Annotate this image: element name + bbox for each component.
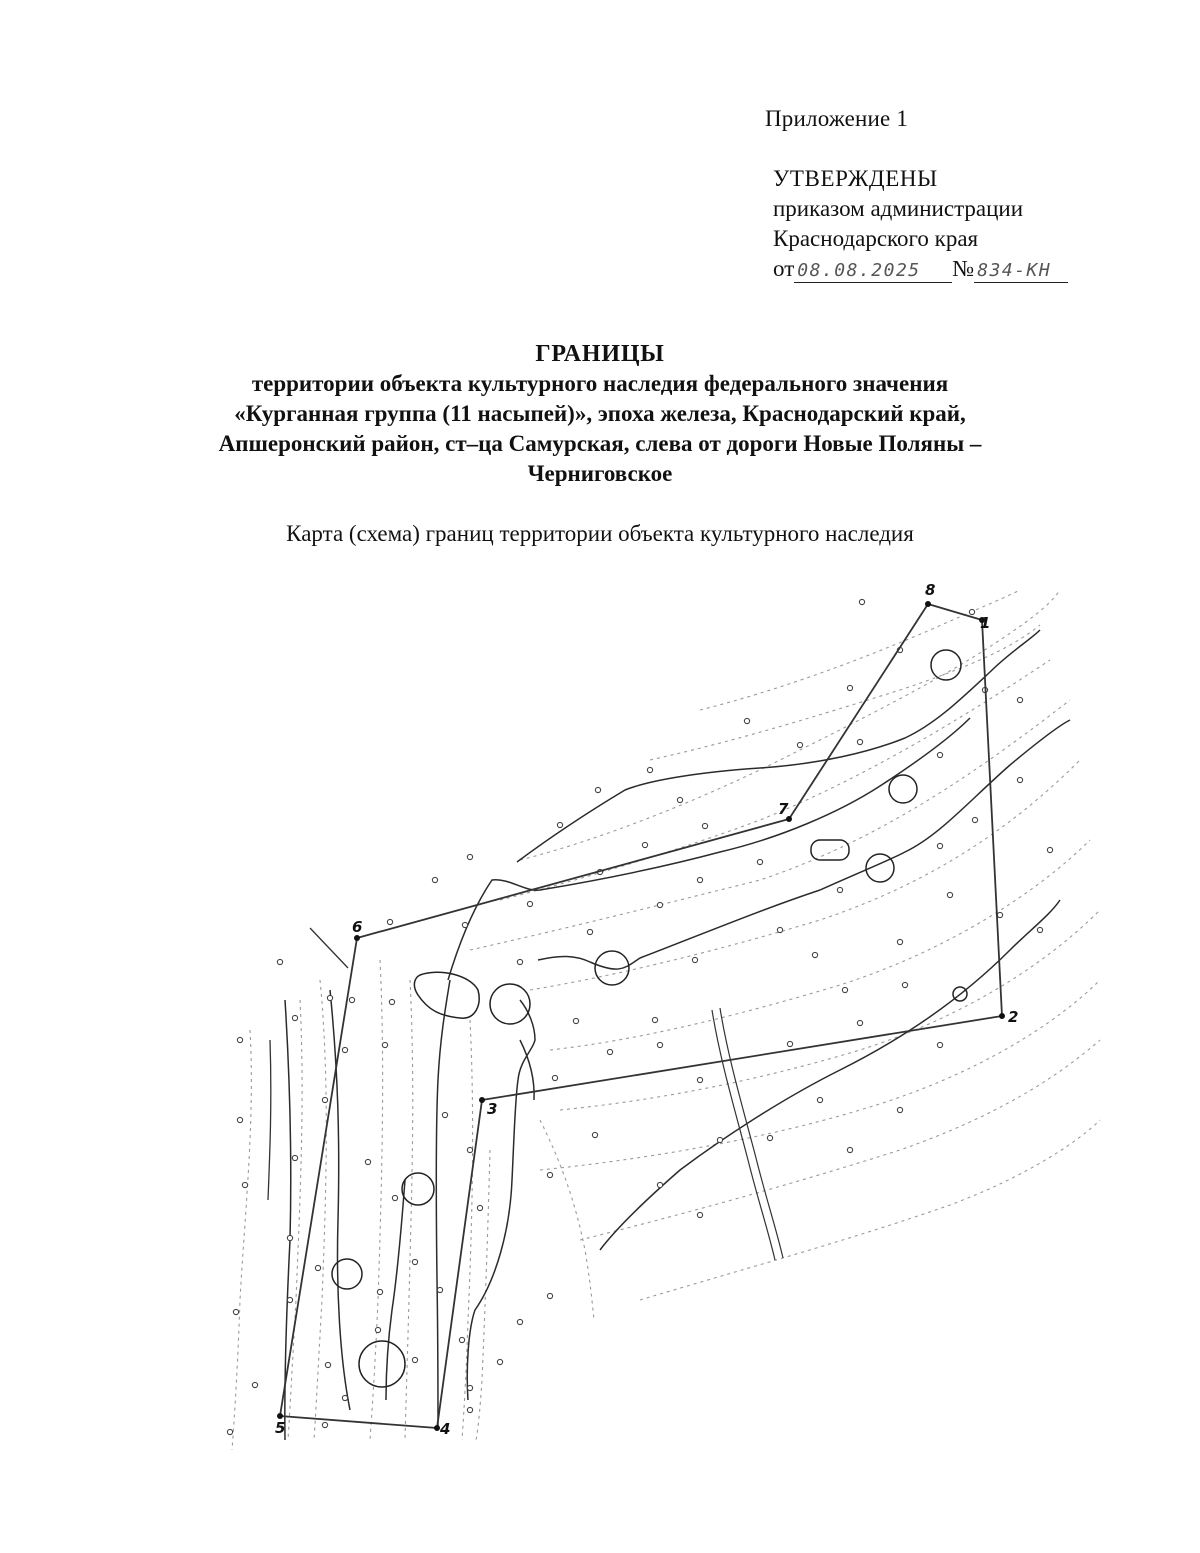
survey-marker [412,1259,417,1264]
point-label-8: 8 [925,581,936,599]
survey-marker [937,1042,942,1047]
order-date-handwritten: 08.08.2025 [794,260,952,283]
survey-marker [757,859,762,864]
survey-marker [382,1042,387,1047]
survey-marker [467,1407,472,1412]
survey-marker [937,843,942,848]
boundary-vertex-2 [999,1013,1005,1019]
survey-marker [327,995,332,1000]
survey-marker [233,1309,238,1314]
point-label-5: 5 [275,1419,286,1437]
survey-marker [1017,697,1022,702]
mound-8 [402,1173,434,1205]
survey-marker [787,1041,792,1046]
title-heading: ГРАНИЦЫ [535,341,665,367]
point-label-3: 3 [487,1100,498,1118]
survey-marker [412,1357,417,1362]
survey-marker [897,1107,902,1112]
survey-marker [595,787,600,792]
survey-marker [847,685,852,690]
survey-marker [547,1293,552,1298]
approved-line-1: приказом администрации [773,196,1024,221]
point-label-7: 7 [778,800,789,818]
survey-marker [277,959,282,964]
survey-marker [237,1117,242,1122]
survey-marker [517,959,522,964]
survey-marker [812,952,817,957]
survey-marker [375,1327,380,1332]
survey-marker [462,922,467,927]
survey-marker [777,927,782,932]
survey-marker [607,1049,612,1054]
survey-marker [902,982,907,987]
mound-2 [889,775,917,803]
survey-marker [937,752,942,757]
survey-marker [342,1047,347,1052]
survey-marker [497,1359,502,1364]
survey-marker [692,957,697,962]
mound-10 [359,1341,405,1387]
order-number-sign: № [952,256,975,281]
survey-marker [325,1362,330,1367]
survey-marker [315,1265,320,1270]
mound-6 [490,984,530,1024]
survey-marker [857,1020,862,1025]
survey-marker [842,987,847,992]
survey-marker [697,1077,702,1082]
survey-marker [697,877,702,882]
survey-marker [657,902,662,907]
mound-7 [414,972,479,1018]
mound-3 [811,840,849,860]
survey-marker [432,877,437,882]
survey-marker [652,1017,657,1022]
survey-marker [697,1212,702,1217]
survey-marker [459,1337,464,1342]
survey-marker [527,901,532,906]
order-number-handwritten: 834-КН [974,260,1068,283]
map-caption: Карта (схема) границ территории объекта культурного наследия [286,521,914,546]
survey-marker [817,1097,822,1102]
survey-marker [477,1205,482,1210]
survey-marker [467,1385,472,1390]
boundary-vertices [277,601,1005,1431]
survey-marker [857,739,862,744]
point-label-6: 6 [352,918,363,936]
survey-marker [387,919,392,924]
survey-marker [467,854,472,859]
survey-marker [677,797,682,802]
survey-marker [349,997,354,1002]
survey-marker [702,823,707,828]
survey-marker [647,767,652,772]
survey-marker [552,1075,557,1080]
survey-marker [557,822,562,827]
survey-marker [897,939,902,944]
kurgan-mounds [332,650,967,1387]
road-double-line [712,1008,783,1260]
survey-marker [573,1018,578,1023]
survey-marker [847,1147,852,1152]
survey-marker [442,1112,447,1117]
mound-1 [931,650,961,680]
survey-marker [859,599,864,604]
survey-marker [292,1155,297,1160]
survey-marker [252,1382,257,1387]
survey-marker [592,1132,597,1137]
survey-marker [237,1037,242,1042]
survey-marker [797,742,802,747]
mound-9 [332,1259,362,1289]
survey-marker [389,999,394,1004]
heritage-territory-boundary [280,604,1002,1428]
title-line-1: территории объекта культурного наследия федерального значения [251,371,949,396]
survey-marker [1047,847,1052,852]
survey-marker [587,929,592,934]
survey-marker [227,1429,232,1434]
approved-line-2: Краснодарского края [773,226,979,251]
survey-marker [242,1182,247,1187]
survey-marker [467,1147,472,1152]
title-line-4: Черниговское [527,461,673,486]
survey-marker [1037,927,1042,932]
survey-marker [642,842,647,847]
survey-marker [322,1097,327,1102]
title-line-2: «Курганная группа (11 насыпей)», эпоха железа, Краснодарский край, [234,401,966,426]
survey-marker [717,1137,722,1142]
boundary-vertex-8 [925,601,931,607]
survey-marker [322,1422,327,1427]
survey-marker [972,817,977,822]
boundary-vertex-3 [479,1097,485,1103]
survey-marker [767,1135,772,1140]
survey-marker [657,1042,662,1047]
appendix-label: Приложение 1 [765,106,909,131]
survey-marker [392,1195,397,1200]
order-prefix: от [773,256,795,281]
point-label-2: 2 [1008,1008,1019,1026]
survey-marker [292,1015,297,1020]
survey-marker [287,1297,292,1302]
survey-marker [287,1235,292,1240]
survey-marker [1017,777,1022,782]
point-label-1: 1 [980,614,991,632]
approved-title: УТВЕРЖДЕНЫ [773,166,938,191]
survey-marker [547,1172,552,1177]
survey-marker [969,609,974,614]
point-label-4: 4 [440,1420,451,1438]
contour-lines-major [285,630,1070,1440]
survey-marker [517,1319,522,1324]
survey-marker [342,1395,347,1400]
boundary-point-labels [275,581,1018,1438]
survey-marker [657,1182,662,1187]
survey-marker [837,887,842,892]
survey-marker [377,1289,382,1294]
survey-marker [947,892,952,897]
survey-marker [744,718,749,723]
survey-marker [997,912,1002,917]
survey-marker [437,1287,442,1292]
title-line-3: Апшеронский район, ст–ца Самурская, слева от дороги Новые Поляны – [218,431,982,456]
survey-marker [365,1159,370,1164]
